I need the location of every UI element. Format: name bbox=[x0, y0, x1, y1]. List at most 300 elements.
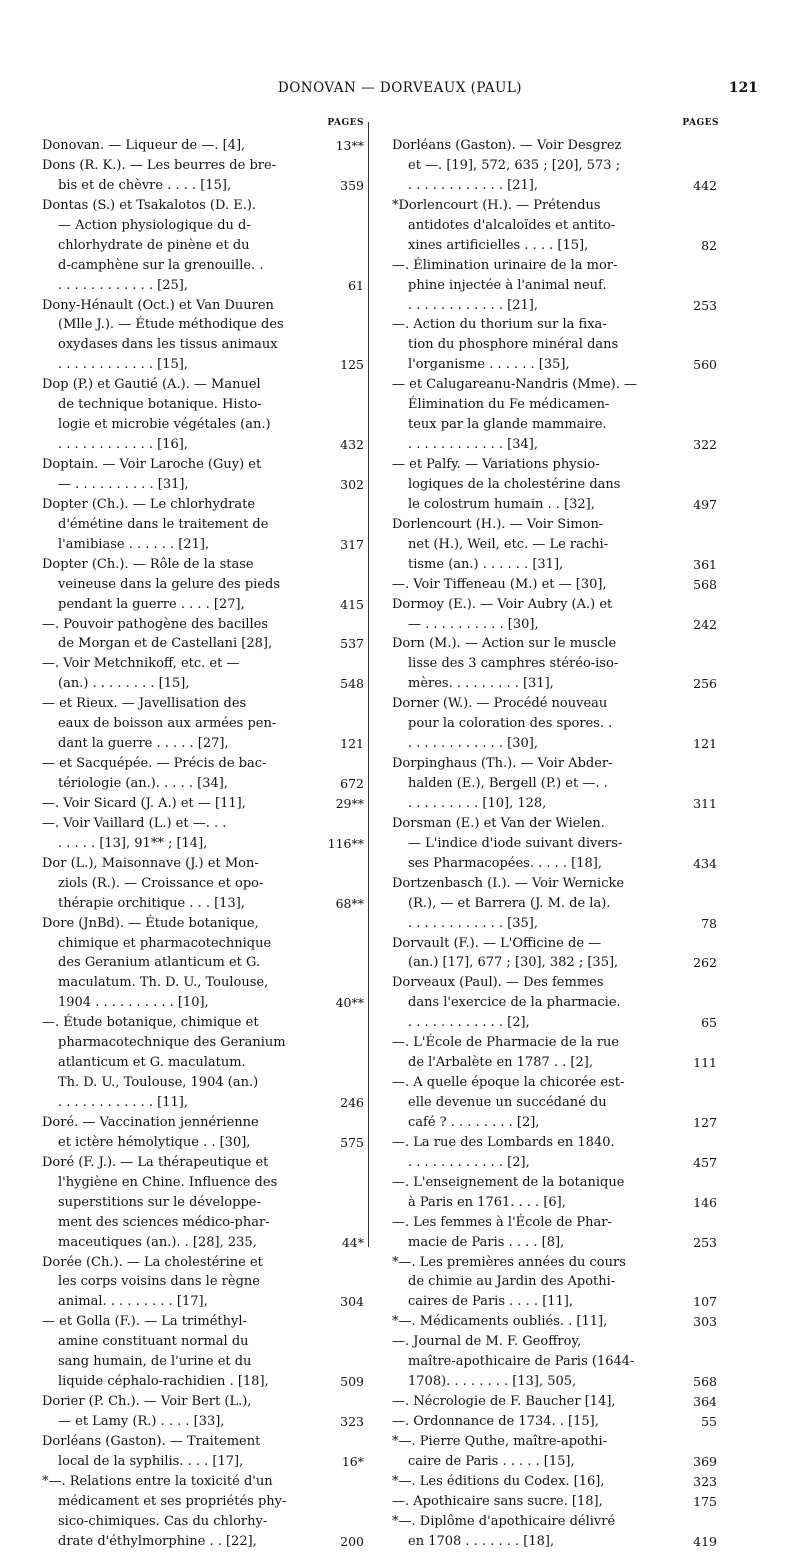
entry-text: Dorvault (F.). — L'Officine de — bbox=[392, 935, 602, 951]
index-line bbox=[42, 1213, 364, 1233]
page-ref: 457 bbox=[693, 1154, 717, 1170]
index-line bbox=[42, 774, 364, 794]
index-line bbox=[42, 595, 364, 615]
entry-text: Donovan. — Liqueur de —. [4], bbox=[42, 138, 246, 153]
entry-text: Élimination du Fe médicamen- bbox=[408, 397, 610, 413]
entry-text: halden (E.), Bergell (P.) et —. . bbox=[408, 776, 608, 791]
entry-text: à Paris en 1761. . . . [6], bbox=[408, 1194, 566, 1210]
page-ref: 44* bbox=[341, 1234, 364, 1250]
page-ref: 497 bbox=[693, 496, 717, 512]
index-line bbox=[392, 355, 717, 375]
entry-text: — et Sacquépée. — Précis de bac- bbox=[42, 756, 267, 772]
index-line bbox=[42, 1532, 364, 1552]
page-ref: 560 bbox=[693, 357, 717, 373]
index-line bbox=[392, 973, 717, 993]
index-line bbox=[392, 854, 717, 874]
entry-text: chlorhydrate de pinène et du bbox=[58, 237, 250, 253]
index-line bbox=[42, 395, 364, 415]
index-line bbox=[42, 315, 364, 335]
index-entries bbox=[392, 136, 717, 1552]
entry-text: pendant la guerre . . . . [27], bbox=[58, 596, 245, 612]
entry-text: *—. Pierre Quthe, maître-apothi- bbox=[392, 1433, 608, 1449]
index-line bbox=[42, 1133, 364, 1153]
index-line bbox=[42, 196, 364, 216]
page-ref: 242 bbox=[693, 616, 717, 632]
entry-text: —. L'enseignement de la botanique bbox=[392, 1174, 625, 1190]
entry-text: . . . . . [13], 91** ; [14], bbox=[58, 835, 208, 851]
entry-text: — et Lamy (R.) . . . . [33], bbox=[58, 1414, 225, 1429]
index-line bbox=[42, 694, 364, 714]
entry-text: Dorier (P. Ch.). — Voir Bert (L.), bbox=[42, 1394, 252, 1410]
index-line bbox=[392, 914, 717, 934]
entry-text: — et Palfy. — Variations physio- bbox=[392, 457, 600, 472]
pages-column-label: PAGES bbox=[682, 118, 719, 128]
index-line bbox=[392, 1372, 717, 1392]
entry-text: bis et de chèvre . . . . [15], bbox=[58, 177, 232, 193]
entry-text: (an.) . . . . . . . . [15], bbox=[58, 676, 190, 692]
page-ref: 434 bbox=[693, 855, 717, 871]
index-line bbox=[42, 953, 364, 973]
entry-text: eaux de boisson aux armées pen- bbox=[58, 716, 277, 732]
entry-text: Dony-Hénault (Oct.) et Van Duuren bbox=[42, 297, 274, 313]
entry-text: Doptain. — Voir Laroche (Guy) et bbox=[42, 457, 262, 472]
page-ref: 304 bbox=[340, 1294, 364, 1310]
entry-text: — Action physiologique du d- bbox=[58, 217, 251, 233]
page-ref: 432 bbox=[340, 437, 364, 453]
page-ref: 29** bbox=[335, 795, 364, 811]
page-ref: 68** bbox=[335, 895, 364, 911]
index-line bbox=[392, 1213, 717, 1233]
entry-text: Dormoy (E.). — Voir Aubry (A.) et bbox=[392, 596, 613, 612]
page-ref: 121 bbox=[693, 736, 717, 752]
entry-text: — et Rieux. — Javellisation des bbox=[42, 696, 247, 712]
index-line bbox=[392, 495, 717, 515]
index-line bbox=[392, 395, 717, 415]
index-line bbox=[42, 615, 364, 635]
column-divider bbox=[368, 122, 369, 1247]
entry-text: elle devenue un succédané du bbox=[408, 1095, 607, 1110]
index-line bbox=[392, 1392, 717, 1412]
entry-text: ziols (R.). — Croissance et opo- bbox=[58, 875, 264, 891]
index-line bbox=[392, 814, 717, 834]
page-ref: 359 bbox=[340, 177, 364, 193]
entry-text: —. Journal de M. F. Geoffroy, bbox=[392, 1334, 582, 1350]
page-ref: 302 bbox=[340, 476, 364, 492]
index-line bbox=[392, 1113, 717, 1133]
index-line bbox=[42, 176, 364, 196]
index-line bbox=[392, 993, 717, 1013]
index-line bbox=[392, 1153, 717, 1173]
index-line bbox=[42, 335, 364, 355]
index-line bbox=[42, 934, 364, 954]
page-ref: 415 bbox=[340, 596, 364, 612]
entry-text: . . . . . . . . . . . . [16], bbox=[58, 437, 188, 453]
entry-text: . . . . . . . . . . . . [30], bbox=[408, 736, 538, 752]
entry-text: l'organisme . . . . . . [35], bbox=[408, 357, 570, 373]
entry-text: Dop (P.) et Gautié (A.). — Manuel bbox=[42, 377, 261, 393]
index-line bbox=[392, 315, 717, 335]
index-line bbox=[42, 674, 364, 694]
entry-text: Dorpinghaus (Th.). — Voir Abder- bbox=[392, 756, 613, 772]
entry-text: atlanticum et G. maculatum. bbox=[58, 1055, 246, 1071]
entry-text: Dopter (Ch.). — Le chlorhydrate bbox=[42, 496, 256, 512]
index-line bbox=[392, 375, 717, 395]
index-line bbox=[392, 1073, 717, 1093]
entry-text: pour la coloration des spores. . bbox=[408, 716, 613, 732]
index-line bbox=[392, 794, 717, 814]
index-line bbox=[392, 156, 717, 176]
index-line bbox=[392, 256, 717, 276]
entry-text: tion du phosphore minéral dans bbox=[408, 337, 619, 353]
index-line bbox=[42, 1312, 364, 1332]
index-line bbox=[42, 1472, 364, 1492]
entry-text: —. L'École de Pharmacie de la rue bbox=[392, 1035, 620, 1051]
entry-text: Dorée (Ch.). — La cholestérine et bbox=[42, 1254, 263, 1270]
index-line bbox=[392, 654, 717, 674]
entry-text: animal. . . . . . . . . [17], bbox=[58, 1294, 208, 1310]
page-ref: 125 bbox=[340, 357, 364, 373]
entry-text: Dopter (Ch.). — Rôle de la stase bbox=[42, 556, 254, 572]
index-line bbox=[42, 435, 364, 455]
index-line bbox=[392, 1173, 717, 1193]
page-ref: 116** bbox=[327, 835, 364, 851]
pages-column-label: PAGES bbox=[327, 118, 364, 128]
entry-text: macie de Paris . . . . [8], bbox=[408, 1234, 565, 1250]
index-line bbox=[392, 595, 717, 615]
entry-text: maître-apothicaire de Paris (1644- bbox=[408, 1354, 635, 1370]
entry-text: chimique et pharmacotechnique bbox=[58, 935, 272, 951]
entry-text: médicament et ses propriétés phy- bbox=[58, 1493, 287, 1509]
index-line bbox=[392, 1312, 717, 1332]
index-line bbox=[392, 834, 717, 854]
index-entries bbox=[42, 136, 364, 1552]
entry-text: ses Pharmacopées. . . . . [18], bbox=[408, 855, 602, 871]
index-line bbox=[42, 1253, 364, 1273]
entry-text: le colostrum humain . . [32], bbox=[408, 496, 595, 512]
entry-text: — L'indice d'iode suivant divers- bbox=[408, 835, 623, 851]
index-line bbox=[42, 973, 364, 993]
entry-text: l'hygiène en Chine. Influence des bbox=[58, 1174, 278, 1190]
entry-text: caires de Paris . . . . [11], bbox=[408, 1294, 574, 1310]
page-ref: 442 bbox=[693, 177, 717, 193]
index-line bbox=[42, 993, 364, 1013]
index-line bbox=[392, 634, 717, 654]
entry-text: pharmacotechnique des Geranium bbox=[58, 1035, 286, 1051]
entry-text: —. A quelle époque la chicorée est- bbox=[392, 1075, 625, 1091]
index-line bbox=[392, 176, 717, 196]
index-line bbox=[42, 1452, 364, 1472]
index-line bbox=[392, 236, 717, 256]
entry-text: . . . . . . . . . . . . [25], bbox=[58, 277, 188, 293]
entry-text: l'amibiase . . . . . . [21], bbox=[58, 536, 210, 552]
entry-text: —. Élimination urinaire de la mor- bbox=[392, 257, 618, 273]
entry-text: d'émétine dans le traitement de bbox=[58, 516, 269, 532]
index-line bbox=[392, 734, 717, 754]
index-line bbox=[392, 1033, 717, 1053]
index-line bbox=[392, 774, 717, 794]
page-ref: 65 bbox=[701, 1015, 717, 1031]
index-line bbox=[42, 1033, 364, 1053]
index-line bbox=[392, 475, 717, 495]
page-ref: 253 bbox=[693, 297, 717, 313]
page-ref: 369 bbox=[693, 1453, 717, 1469]
index-line bbox=[42, 555, 364, 575]
index-line bbox=[392, 1292, 717, 1312]
index-line bbox=[42, 854, 364, 874]
entry-text: Dorléans (Gaston). — Traitement bbox=[42, 1433, 261, 1449]
entry-text: de chimie au Jardin des Apothi- bbox=[408, 1274, 616, 1290]
page-number: 121 bbox=[728, 80, 758, 96]
entry-text: (R.), — et Barrera (J. M. de la). bbox=[408, 895, 611, 911]
index-line bbox=[42, 375, 364, 395]
index-line bbox=[42, 1492, 364, 1512]
entry-text: local de la syphilis. . . . [17], bbox=[58, 1453, 244, 1469]
index-line bbox=[392, 1253, 717, 1273]
index-line bbox=[42, 515, 364, 535]
entry-text: —. Ordonnance de 1734. . [15], bbox=[392, 1414, 599, 1429]
entry-text: *—. Les éditions du Codex. [16], bbox=[392, 1473, 605, 1489]
index-line bbox=[392, 415, 717, 435]
index-line bbox=[42, 1412, 364, 1432]
page-ref: 121 bbox=[340, 736, 364, 752]
entry-text: *—. Diplôme d'apothicaire délivré bbox=[392, 1513, 616, 1529]
entry-text: — et Calugareanu-Nandris (Mme). — bbox=[392, 377, 638, 393]
index-line bbox=[392, 335, 717, 355]
page-ref: 322 bbox=[693, 437, 717, 453]
index-line bbox=[42, 1053, 364, 1073]
entry-text: —. Nécrologie de F. Baucher [14], bbox=[392, 1394, 616, 1410]
entry-text: sang humain, de l'urine et du bbox=[58, 1354, 252, 1370]
entry-text: logiques de la cholestérine dans bbox=[408, 476, 621, 492]
entry-text: liquide céphalo-rachidien . [18], bbox=[58, 1374, 269, 1390]
entry-text: et —. [19], 572, 635 ; [20], 573 ; bbox=[408, 157, 621, 173]
entry-text: *Dorlencourt (H.). — Prétendus bbox=[392, 197, 601, 213]
index-line bbox=[42, 415, 364, 435]
page-ref: 13** bbox=[335, 138, 364, 153]
entry-text: (Mlle J.). — Étude méthodique des bbox=[58, 317, 284, 333]
index-line bbox=[42, 1372, 364, 1392]
index-line bbox=[392, 1452, 717, 1472]
entry-text: . . . . . . . . . . . . [34], bbox=[408, 437, 538, 453]
running-title: DONOVAN — DORVEAUX (PAUL) bbox=[277, 80, 523, 96]
page-ref: 40** bbox=[335, 995, 364, 1011]
index-line bbox=[42, 495, 364, 515]
index-line bbox=[392, 1013, 717, 1033]
page-ref: 111 bbox=[693, 1055, 717, 1071]
entry-text: phine injectée à l'animal neuf. bbox=[408, 277, 607, 293]
entry-text: —. Voir Metchnikoff, etc. et — bbox=[42, 656, 240, 672]
entry-text: teux par la glande mammaire. bbox=[408, 417, 607, 433]
index-line bbox=[392, 535, 717, 555]
page-ref: 61 bbox=[348, 277, 364, 293]
index-line bbox=[392, 1272, 717, 1292]
index-line bbox=[42, 1272, 364, 1292]
index-line bbox=[392, 435, 717, 455]
entry-text: —. Les femmes à l'École de Phar- bbox=[392, 1214, 612, 1230]
index-line bbox=[392, 276, 717, 296]
entry-text: maceutiques (an.). . [28], 235, bbox=[58, 1234, 257, 1250]
index-line bbox=[42, 276, 364, 296]
index-line bbox=[392, 1053, 717, 1073]
index-line bbox=[42, 256, 364, 276]
index-line bbox=[42, 1193, 364, 1213]
index-line bbox=[42, 136, 364, 156]
index-line bbox=[42, 1352, 364, 1372]
index-line bbox=[392, 196, 717, 216]
index-line bbox=[42, 216, 364, 236]
page-ref: 16* bbox=[341, 1453, 364, 1469]
page-ref: 317 bbox=[340, 536, 364, 552]
index-line bbox=[42, 535, 364, 555]
index-line bbox=[42, 236, 364, 256]
index-line bbox=[42, 1392, 364, 1412]
entry-text: — . . . . . . . . . . [30], bbox=[408, 616, 539, 632]
entry-text: de l'Arbalète en 1787 . . [2], bbox=[408, 1055, 593, 1071]
page-ref: 323 bbox=[340, 1414, 364, 1429]
index-line bbox=[42, 296, 364, 316]
index-line bbox=[42, 1093, 364, 1113]
entry-text: ment des sciences médico-phar- bbox=[58, 1214, 270, 1230]
index-line bbox=[392, 1412, 717, 1432]
page-ref: 364 bbox=[693, 1394, 717, 1410]
page-ref: 568 bbox=[693, 576, 717, 592]
entry-text: les corps voisins dans le règne bbox=[58, 1274, 260, 1290]
entry-text: —. La rue des Lombards en 1840. bbox=[392, 1134, 615, 1150]
entry-text: en 1708 . . . . . . . [18], bbox=[408, 1533, 555, 1549]
entry-text: Dorveaux (Paul). — Des femmes bbox=[392, 975, 604, 991]
entry-text: Dontas (S.) et Tsakalotos (D. E.). bbox=[42, 197, 257, 213]
index-line bbox=[42, 1073, 364, 1093]
index-line bbox=[42, 834, 364, 854]
entry-text: xines artificielles . . . . [15], bbox=[408, 237, 589, 253]
index-line bbox=[42, 814, 364, 834]
page-ref: 107 bbox=[693, 1294, 717, 1310]
page-ref: 311 bbox=[693, 795, 717, 811]
page-ref: 548 bbox=[340, 676, 364, 692]
index-line bbox=[42, 355, 364, 375]
index-line bbox=[42, 575, 364, 595]
entry-text: —. Pouvoir pathogène des bacilles bbox=[42, 616, 269, 632]
index-line bbox=[392, 1512, 717, 1532]
entry-text: . . . . . . . . . . . . [15], bbox=[58, 357, 188, 373]
page-ref: 256 bbox=[693, 676, 717, 692]
index-line bbox=[42, 475, 364, 495]
index-line bbox=[42, 455, 364, 475]
index-line bbox=[392, 714, 717, 734]
entry-text: tisme (an.) . . . . . . [31], bbox=[408, 556, 564, 572]
entry-text: sico-chimiques. Cas du chlorhy- bbox=[58, 1513, 268, 1529]
entry-text: Dorner (W.). — Procédé nouveau bbox=[392, 696, 608, 712]
entry-text: Doré. — Vaccination jennérienne bbox=[42, 1114, 259, 1130]
index-line bbox=[42, 734, 364, 754]
entry-text: Dore (JnBd). — Étude botanique, bbox=[42, 915, 259, 931]
entry-text: Dorn (M.). — Action sur le muscle bbox=[392, 636, 617, 652]
page-ref: 323 bbox=[693, 1473, 717, 1489]
page-ref: 82 bbox=[701, 237, 717, 253]
entry-text: Dortzenbasch (I.). — Voir Wernicke bbox=[392, 875, 625, 891]
entry-text: oxydases dans les tissus animaux bbox=[58, 337, 278, 353]
entry-text: mères. . . . . . . . . [31], bbox=[408, 676, 554, 692]
entry-text: Doré (F. J.). — La thérapeutique et bbox=[42, 1154, 269, 1170]
page-ref: 127 bbox=[693, 1114, 717, 1130]
index-line bbox=[42, 654, 364, 674]
index-line bbox=[392, 515, 717, 535]
page-ref: 575 bbox=[340, 1134, 364, 1150]
entry-text: logie et microbie végétales (an.) bbox=[58, 417, 271, 433]
entry-text: 1904 . . . . . . . . . . [10], bbox=[58, 995, 209, 1011]
page-ref: 361 bbox=[693, 556, 717, 572]
index-line bbox=[392, 1492, 717, 1512]
entry-text: . . . . . . . . . . . . [2], bbox=[408, 1154, 530, 1170]
index-line bbox=[392, 1432, 717, 1452]
index-line bbox=[392, 894, 717, 914]
index-line bbox=[42, 156, 364, 176]
entry-text: — et Golla (F.). — La triméthyl- bbox=[42, 1314, 247, 1330]
entry-text: (an.) [17], 677 ; [30], 382 ; [35], bbox=[408, 955, 619, 971]
index-line bbox=[392, 1133, 717, 1153]
index-line bbox=[42, 874, 364, 894]
index-line bbox=[42, 1113, 364, 1133]
index-line bbox=[392, 216, 717, 236]
entry-text: de technique botanique. Histo- bbox=[58, 397, 262, 413]
index-line bbox=[392, 694, 717, 714]
index-line bbox=[392, 296, 717, 316]
index-line bbox=[42, 1153, 364, 1173]
entry-text: Dor (L.), Maisonnave (J.) et Mon- bbox=[42, 855, 259, 871]
index-line bbox=[42, 754, 364, 774]
page-ref: 200 bbox=[340, 1533, 364, 1549]
index-line bbox=[392, 1193, 717, 1213]
index-line bbox=[392, 1093, 717, 1113]
entry-text: des Geranium atlanticum et G. bbox=[58, 955, 261, 971]
entry-text: —. Action du thorium sur la fixa- bbox=[392, 317, 607, 333]
index-line bbox=[42, 1173, 364, 1193]
entry-text: de Morgan et de Castellani [28], bbox=[58, 636, 273, 652]
page-ref: 419 bbox=[693, 1533, 717, 1549]
index-line bbox=[392, 934, 717, 954]
entry-text: amine constituant normal du bbox=[58, 1334, 249, 1350]
index-line bbox=[392, 455, 717, 475]
index-line bbox=[392, 555, 717, 575]
entry-text: net (H.), Weil, etc. — Le rachi- bbox=[408, 536, 609, 552]
entry-text: Dons (R. K.). — Les beurres de bre- bbox=[42, 157, 277, 173]
index-line bbox=[392, 953, 717, 973]
entry-text: dant la guerre . . . . . [27], bbox=[58, 736, 229, 752]
index-line bbox=[42, 914, 364, 934]
entry-text: —. Voir Tiffeneau (M.) et — [30], bbox=[392, 576, 607, 592]
entry-text: . . . . . . . . . . . . [21], bbox=[408, 177, 538, 193]
entry-text: Dorléans (Gaston). — Voir Desgrez bbox=[392, 138, 622, 153]
entry-text: d-camphène sur la grenouille. . bbox=[58, 257, 264, 273]
entry-text: maculatum. Th. D. U., Toulouse, bbox=[58, 975, 269, 991]
page-ref: 253 bbox=[693, 1234, 717, 1250]
entry-text: lisse des 3 camphres stéréo-iso- bbox=[408, 656, 619, 672]
entry-text: . . . . . . . . . . . . [11], bbox=[58, 1095, 188, 1110]
page-ref: 146 bbox=[693, 1194, 717, 1210]
index-line bbox=[392, 1532, 717, 1552]
entry-text: — . . . . . . . . . . [31], bbox=[58, 476, 189, 492]
entry-text: drate d'éthylmorphine . . [22], bbox=[58, 1533, 257, 1549]
entry-text: veineuse dans la gelure des pieds bbox=[58, 576, 280, 592]
entry-text: antidotes d'alcaloïdes et antito- bbox=[408, 217, 616, 233]
index-line bbox=[392, 615, 717, 635]
entry-text: *—. Médicaments oubliés. . [11], bbox=[392, 1314, 608, 1330]
index-line bbox=[392, 874, 717, 894]
entry-text: —. Voir Vaillard (L.) et —. . . bbox=[42, 815, 227, 831]
entry-text: . . . . . . . . . [10], 128, bbox=[408, 795, 547, 811]
index-line bbox=[392, 674, 717, 694]
index-line bbox=[42, 634, 364, 654]
